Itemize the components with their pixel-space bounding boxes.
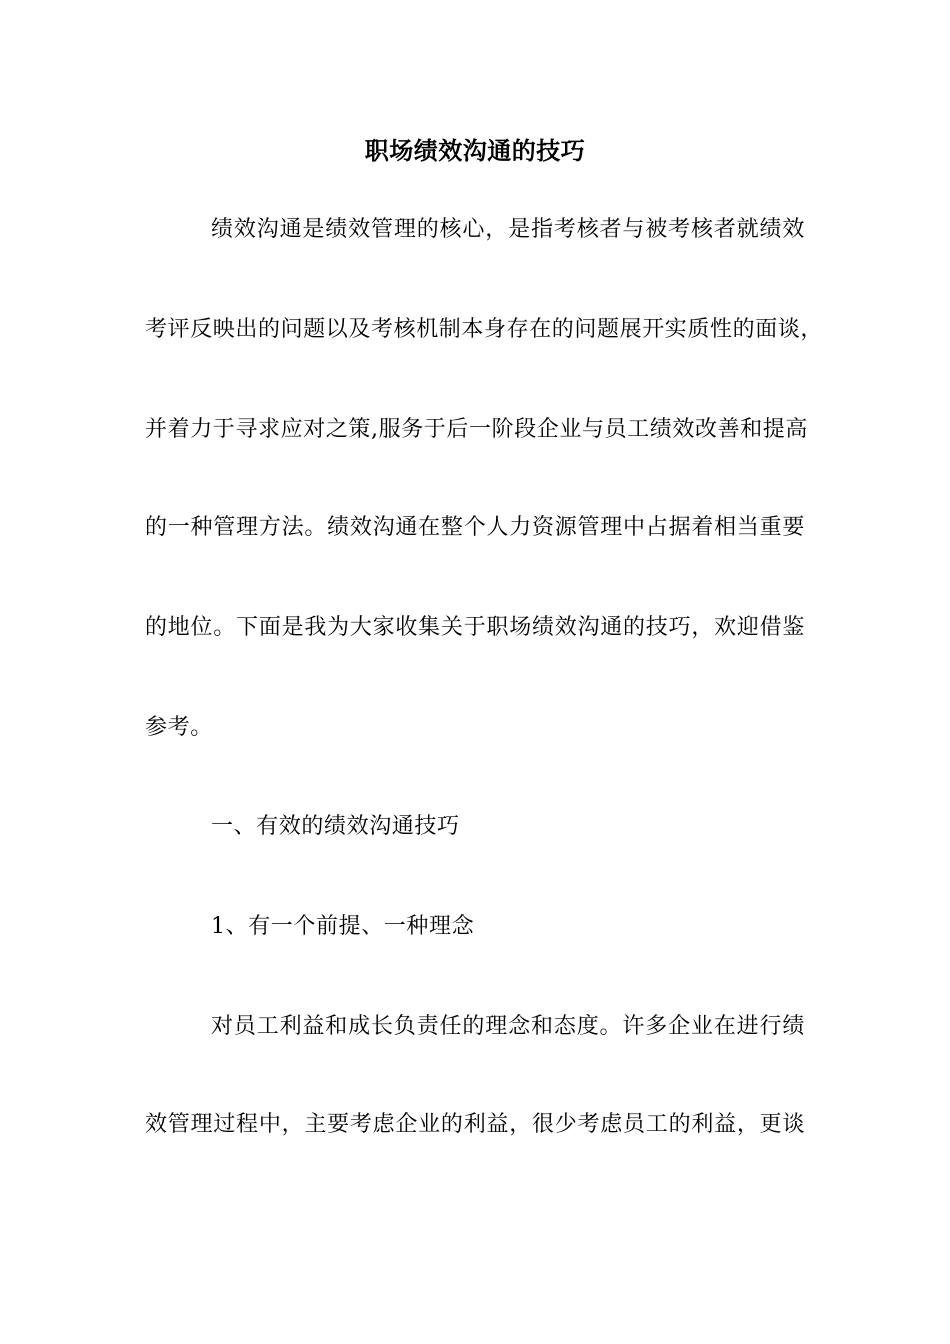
paragraph-line: 绩效沟通是绩效管理的核心，是指考核者与被考核者就绩效 — [211, 217, 805, 242]
paragraph-line: 的地位。下面是我为大家收集关于职场绩效沟通的技巧，欢迎借鉴 — [145, 615, 805, 640]
document-title: 职场绩效沟通的技巧 — [364, 136, 586, 165]
subsection-heading: 1、有一个前提、一种理念 — [211, 914, 475, 939]
paragraph-line: 参考。 — [145, 715, 213, 740]
paragraph-line: 效管理过程中，主要考虑企业的利益，很少考虑员工的利益，更谈 — [145, 1112, 805, 1137]
paragraph-line: 的一种管理方法。绩效沟通在整个人力资源管理中占据着相当重要 — [145, 515, 805, 540]
paragraph-line: 并着力于寻求应对之策,服务于后一阶段企业与员工绩效改善和提高 — [145, 417, 808, 442]
paragraph-line: 考评反映出的问题以及考核机制本身存在的问题展开实质性的面谈， — [145, 317, 824, 342]
paragraph-line: 对员工利益和成长负责任的理念和态度。许多企业在进行绩 — [211, 1014, 805, 1039]
section-heading: 一、有效的绩效沟通技巧 — [211, 814, 460, 839]
